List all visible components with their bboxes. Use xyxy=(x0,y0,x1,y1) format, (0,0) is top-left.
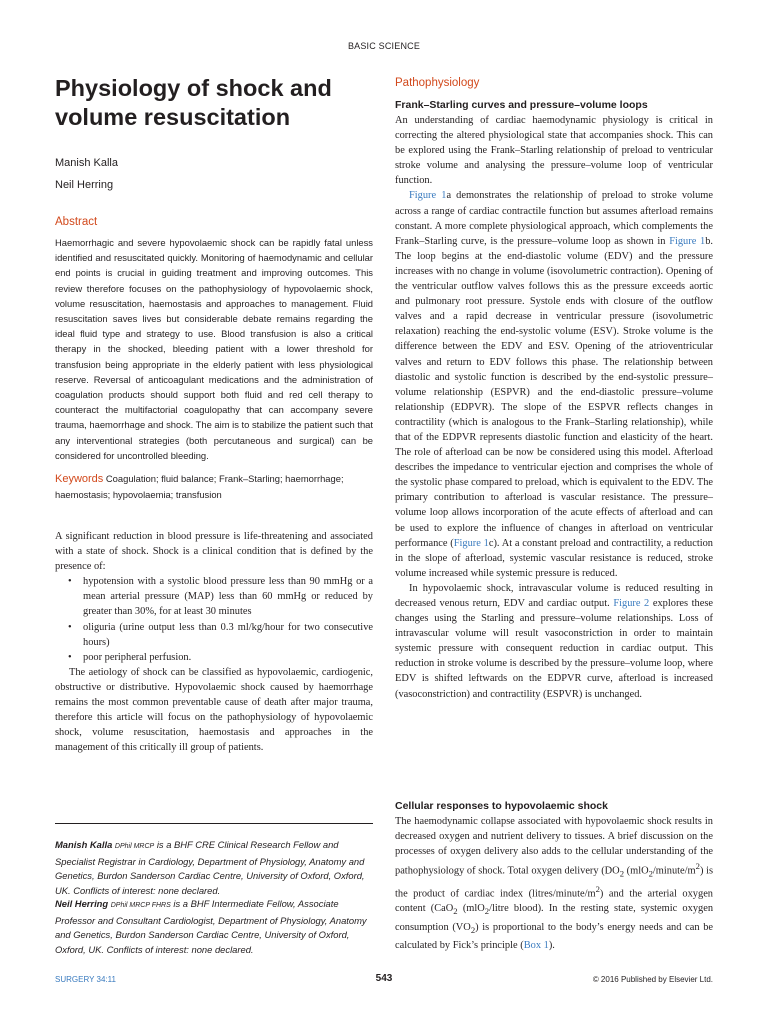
intro-paragraph: The aetiology of shock can be classified as hypovolaemic, cardiogenic, obstructive or distributive. Hypovolaemic shock caused by haemorrhage remains the most common preventable cause of death after major trauma, therefore this article will focus on the pathophysiology of hypovolaemic shock, volume resuscitation, haemostasis and approaches in the management of this critically ill group of patients. xyxy=(55,666,373,754)
author-bio xyxy=(55,897,373,957)
text-run: b. The loop begins at the end-diastolic volume (EDV) and the pressure increases with no change in volume (isovolumetric contraction). Opening of the ventricular outflow valves follows this as the pressure exceeds aortic and pulmonary root pressure. Systole ends with closure of the outflow valves and a rapid decrease in ventricular pressure (isovolumetric relaxation) reaching the end-systolic volume (ESV). Stroke volume is the difference between the EDV and ESV. Opening of the atrioventricular valves and return to EDV follows this phase. The relationship between diastolic and systolic function is described by the end-systolic pressure–volume relationship (ESPVR) and the end-diastolic pressure–volume relationship (EDPVR). The slope of the ESPVR reflects changes in contractility (which is analogous to the Frank–Starling relationship), while that of the EDPVR represents diastolic function and elasticity of the heart. The role of afterload can be now be considered using this model. Afterload describes the impedance to ventricular ejection and comprises the whole of the systolic phase compared to preload, which is equivalent to the EDV. The primary contribution to afterload is vascular resistance. The pressure–volume loop allows incorporation of the acute effects of afterload and can be used to explore the influence of changes in afterload on ventricular performance ( xyxy=(395,235,713,549)
pathophysiology-body xyxy=(395,113,713,702)
text-run: ). xyxy=(548,939,555,951)
text-run: The haemodynamic collapse associated with hypovolaemic shock results in decreased oxygen and nutrient delivery to tissues. A brief discussion on the processes of oxygen delivery also adds to the cellular understanding of the pathophysiology of shock. Total oxygen delivery (DO xyxy=(395,816,713,877)
list-item: • oliguria (urine output less than 0.3 ml/kg/hour for two consecutive hours) xyxy=(83,620,373,650)
text-run: a demonstrates the relationship of preload to stroke volume across a range of cardiac contractile function but assumes afterload remains constant. A more complete physiological approach, which complements the Frank–Starling curve, is the pressure–volume loop as shown in xyxy=(395,190,713,247)
bio-name: Manish Kalla xyxy=(55,839,113,850)
subscript: 2 xyxy=(619,868,625,879)
list-item: • poor peripheral perfusion. xyxy=(83,650,373,665)
section-heading: Pathophysiology xyxy=(395,77,480,89)
keywords-list: Coagulation; fluid balance; Frank–Starling; haemorrhage; haemostasis; hypovolaemia; transfusion xyxy=(55,473,344,501)
body-paragraph xyxy=(395,581,713,702)
bio-text: is a BHF Intermediate Fellow, Associate Professor and Consultant Cardiologist, Department of Physiology, Anatomy and Genetics, Burdon Sanderson Cardiac Centre, University of Oxford, Oxford, UK. Conflicts of interest: none declared. xyxy=(55,898,367,955)
shock-criteria-list xyxy=(55,574,373,665)
title-line-1: Physiology of shock and xyxy=(55,75,332,101)
introduction xyxy=(55,529,373,755)
figure-link[interactable]: Figure 1 xyxy=(669,235,706,247)
figure-link[interactable]: Figure 1 xyxy=(453,537,489,549)
article-title xyxy=(55,74,373,132)
text-run: /litre blood). In the resting state, systemic oxygen consumption (VO xyxy=(395,903,714,933)
abstract-heading: Abstract xyxy=(55,216,98,228)
figure-link[interactable]: Figure 2 xyxy=(613,598,650,609)
text-run: c). At a constant preload and contractility, a reduction in the slope of afterload, systemic vascular resistance is reduced, stroke volume increased while systemic pressure is reduced. xyxy=(395,537,713,579)
keywords-label: Keywords xyxy=(55,473,104,485)
superscript: 2 xyxy=(695,861,700,872)
body-paragraph xyxy=(395,814,713,953)
list-item: • hypotension with a systolic blood pressure less than 90 mmHg or a mean arterial pressure (MAP) less than 60 mmHg or reduced by greater than 30%, for at least 30 minutes xyxy=(83,574,373,619)
superscript: 2 xyxy=(595,883,600,894)
text-run: (mlO xyxy=(457,903,485,915)
text-run: ) is proportional to the body’s energy needs and can be calculated by Fick’s principle ( xyxy=(395,921,713,951)
text-run: ) is the product of cardiac index (litres/minute/m xyxy=(395,865,713,900)
title-line-2: volume resuscitation xyxy=(55,104,291,130)
text-run: explores these changes using the Starling and pressure–volume relationships. Loss of intravascular volume will result vasoconstriction in order to maintain systemic pressure with consequent reduction in cardiac output. This reduction in stroke volume is described by the pressure–volume loop, where EDV is shifted leftwards on the EDPVR curve, afterload is increased (vasoconstriction) and contractility (ESPVR) is unchanged. xyxy=(395,598,714,700)
abstract-text: Haemorrhagic and severe hypovolaemic shock can be rapidly fatal unless identified and resuscitated quickly. Monitoring of haemodynamic and cellular end points is crucial in guiding treatment and improving outcomes. This review therefore focuses on the pathophysiology of hypovolaemic shock, volume resuscitation, haemostasis and approaches to management. Fluid resuscitation saves lives but considerable debate remains regarding the ideal fluid type and strategy to use. Blood transfusion is also a critical therapy in the shocked, bleeding patient with a lower threshold for transfusion being appropriate in the elderly patient with less physiological reserve. Reversal of anticoagulant medications and the administration of coagulation products should support both fluid and red cell therapy to counteract the multifactorial coagulopathy that can accompany severe trauma, haemorrhage and shock. The aim is to stabilize the patient such that any interventional strategies (both percutaneous and surgical) can be considered for uncontrolled bleeding. xyxy=(55,237,373,461)
text-run: (mlO xyxy=(624,865,649,877)
cellular-response-body xyxy=(395,814,713,953)
copyright: © 2016 Published by Elsevier Ltd. xyxy=(592,975,713,984)
running-header: BASIC SCIENCE xyxy=(347,41,421,51)
subsection-heading: Cellular responses to hypovolaemic shock xyxy=(395,800,608,812)
body-paragraph: An understanding of cardiac haemodynamic physiology is critical in correcting the altered physiological state that accompanies shock. This can be explored using the Frank–Starling relationship of preload to ventricular stroke volume and analysing the pressure–volume loop of ventricular function. xyxy=(395,115,713,187)
author-name: Manish Kalla xyxy=(55,157,118,169)
journal-citation: SURGERY 34:11 xyxy=(55,975,116,984)
subscript: 2 xyxy=(470,924,476,935)
body-paragraph xyxy=(395,188,713,580)
subsection-heading: Frank–Starling curves and pressure–volume loops xyxy=(395,99,648,111)
subscript: 2 xyxy=(453,906,458,917)
text-run: In hypovolaemic shock, intravascular volume is reduced resulting in decreased venous return, EDV and cardiac output. xyxy=(395,582,713,609)
subscript: 2 xyxy=(648,868,653,879)
bio-degrees: DPhil MRCP xyxy=(114,843,155,850)
author-list xyxy=(55,152,373,196)
intro-paragraph: A significant reduction in blood pressure is life-threatening and associated with a state of shock. Shock is a clinical condition that is defined by the presence of: xyxy=(55,531,373,573)
author-bio xyxy=(55,838,373,898)
bio-name: Neil Herring xyxy=(55,898,109,909)
page-number: 543 xyxy=(375,973,393,984)
subscript: 2 xyxy=(484,906,490,917)
bio-degrees: DPhil MRCP FHRS xyxy=(110,902,171,909)
bio-text: is a BHF CRE Clinical Research Fellow and Specialist Registrar in Cardiology, Department of Physiology, Anatomy and Genetics, Burdon Sanderson Cardiac Centre, University of Oxford, Oxford, UK. Conflicts of interest: none declared. xyxy=(55,839,365,896)
author-name: Neil Herring xyxy=(55,179,114,191)
keywords xyxy=(55,471,373,502)
box-link[interactable]: Box 1 xyxy=(523,939,549,951)
text-run: ) and the arterial oxygen content (CaO xyxy=(395,888,713,915)
footnote-divider xyxy=(55,823,373,824)
figure-link[interactable]: Figure 1 xyxy=(409,190,447,202)
text-run: /minute/m xyxy=(652,865,696,877)
